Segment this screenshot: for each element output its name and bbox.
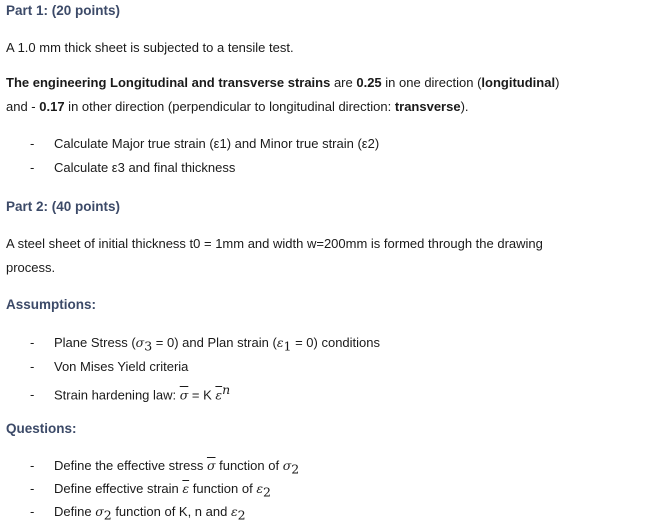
- effective-stress-symbol: $\overline{\sigma}$: [179, 387, 189, 403]
- assumption-2: [30, 358, 188, 376]
- strain-val2: 0.17: [39, 99, 65, 114]
- a3-pre: Strain hardening law:: [54, 387, 180, 403]
- q2-pre: Define effective strain: [54, 481, 183, 496]
- assumptions-heading: Assumptions:: [6, 297, 97, 312]
- bullet-dash: -: [30, 481, 35, 496]
- sigma-subscript: 2: [291, 461, 300, 477]
- strain-dir1: longitudinal: [481, 75, 556, 90]
- epsilon-symbol: ε: [230, 504, 238, 519]
- strain-mid2: in one direction (: [381, 75, 482, 90]
- part1-bullet-1: [30, 135, 379, 153]
- sigma-symbol: σ: [95, 504, 104, 519]
- bullet-dash: -: [30, 160, 35, 175]
- bullet-text: Calculate ε3 and final thickness: [54, 160, 236, 175]
- part2-intro-line1: A steel sheet of initial thickness t0 = 1mm and width w=200mm is formed through the drawing: [6, 236, 543, 251]
- a1-mid: = 0) and Plan strain (: [152, 335, 277, 350]
- strain-val1: 0.25: [356, 75, 382, 90]
- a1-end: = 0) conditions: [291, 335, 381, 350]
- q2-mid: function of: [189, 481, 257, 496]
- part2-intro-line2: process.: [6, 260, 56, 275]
- strain-mid3: in other direction (perpendicular to longitudinal direction:: [64, 99, 395, 114]
- bullet-dash: -: [30, 359, 35, 374]
- q1-mid: function of: [215, 458, 283, 473]
- epsilon-subscript: 2: [237, 507, 246, 523]
- bullet-dash: -: [30, 136, 35, 151]
- strain-end1: ): [555, 75, 560, 90]
- epsilon-symbol: ε: [276, 335, 284, 350]
- a2-text: Von Mises Yield criteria: [54, 359, 189, 374]
- sigma-symbol: σ: [282, 458, 292, 473]
- exponent-n: n: [222, 382, 231, 397]
- question-3: [30, 503, 246, 525]
- part1-bullet-2: [30, 159, 235, 177]
- epsilon-symbol: ε: [256, 481, 264, 496]
- bullet-dash: -: [30, 387, 35, 403]
- part2-heading: Part 2: (40 points): [6, 199, 121, 214]
- bullet-dash: -: [30, 504, 35, 519]
- a3-eq: = K: [188, 387, 216, 403]
- sigma-symbol: σ: [135, 335, 145, 350]
- epsilon-subscript: 1: [283, 338, 292, 354]
- bullet-dash: -: [30, 335, 35, 350]
- strain-mid1: are: [330, 75, 357, 90]
- strain-dir2: transverse: [394, 99, 461, 114]
- assumption-1: [30, 334, 380, 356]
- strain-end2: ).: [460, 99, 469, 114]
- effective-strain-symbol: $\overline{\varepsilon}$: [182, 481, 190, 496]
- q3-pre: Define: [54, 504, 96, 519]
- bullet-text: Calculate Major true strain (ε1) and Minor true strain (ε2): [54, 136, 380, 151]
- epsilon-subscript: 2: [263, 484, 271, 500]
- question-1: [30, 457, 299, 479]
- effective-strain-symbol: $\overline{\varepsilon}$: [215, 387, 223, 403]
- part1-strain-line2: [6, 98, 469, 116]
- effective-stress-symbol: $\overline{\sigma}$: [206, 458, 216, 473]
- sigma-subscript: 2: [103, 507, 112, 523]
- strain-lead: The engineering Longitudinal and transverse strains: [6, 75, 331, 90]
- questions-heading: Questions:: [6, 421, 77, 436]
- part1-intro: A 1.0 mm thick sheet is subjected to a tensile test.: [6, 40, 294, 55]
- part1-heading: Part 1: (20 points): [6, 3, 121, 18]
- q3-mid: function of K, n and: [111, 504, 231, 519]
- sigma-subscript: 3: [144, 338, 153, 354]
- bullet-dash: -: [30, 458, 35, 473]
- part1-strain-line1: [6, 74, 559, 92]
- a1-pre: Plane Stress (: [54, 335, 136, 350]
- q1-pre: Define the effective stress: [54, 458, 207, 473]
- assumption-3: [30, 381, 230, 404]
- strain-start2: and -: [6, 99, 40, 114]
- question-2: [30, 480, 271, 502]
